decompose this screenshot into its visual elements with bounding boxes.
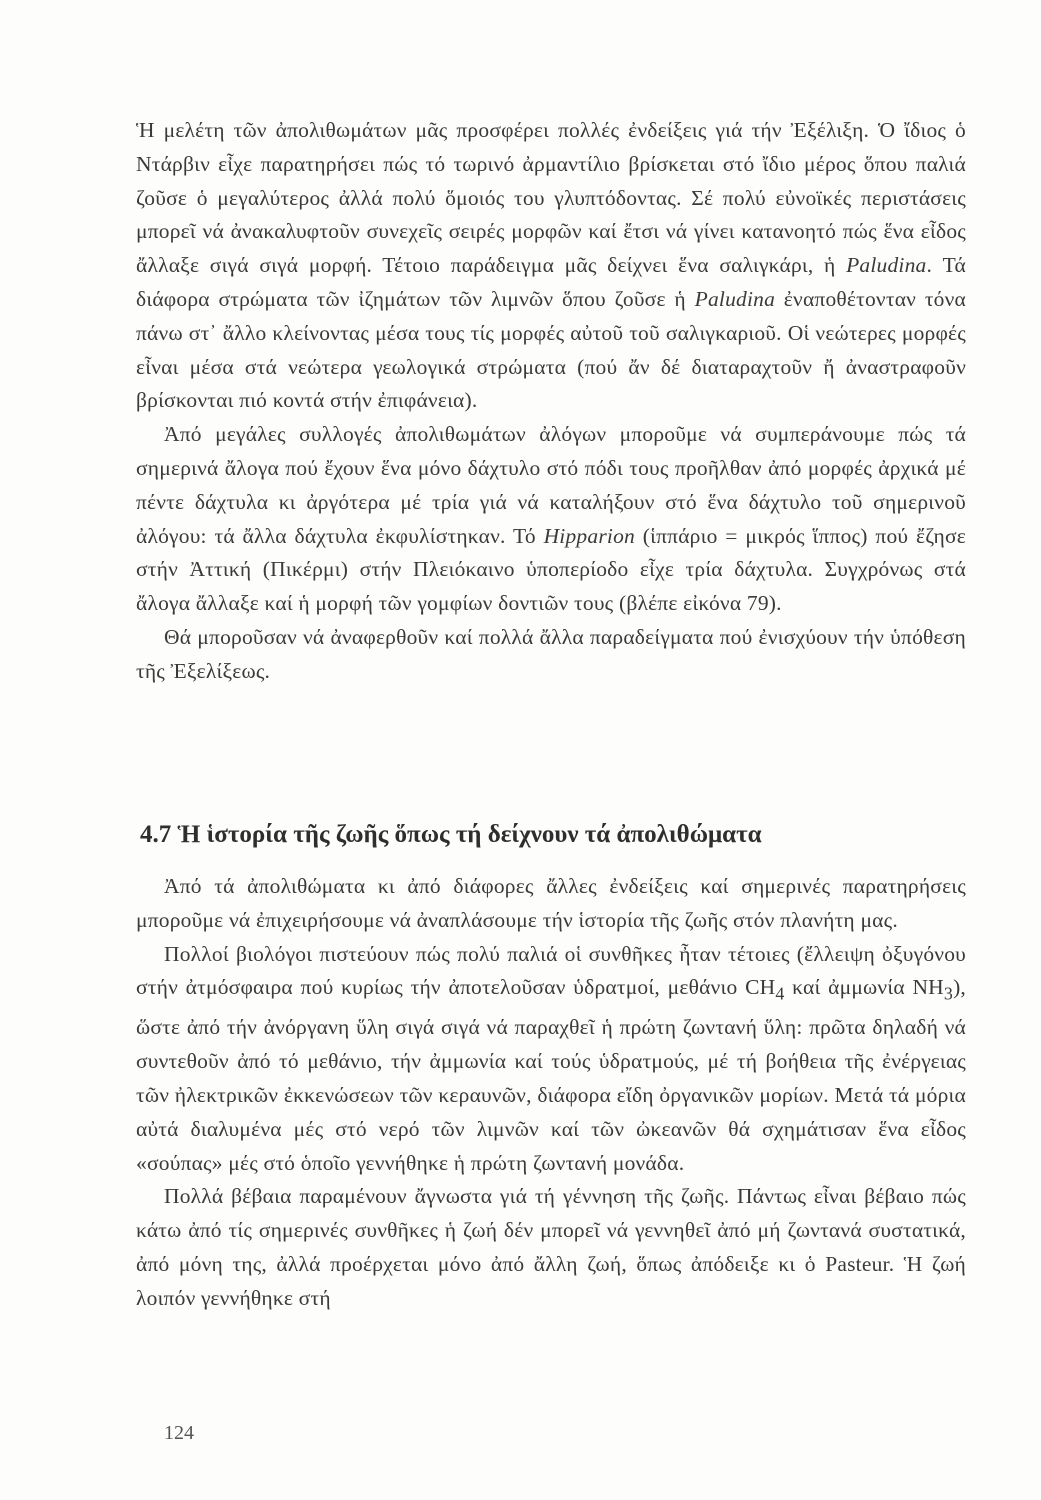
paragraph-history-intro: Ἀπό τά ἀπολιθώματα κι ἀπό διάφορες ἄλλες ἐνδείξεις καί σημερινές παρατηρήσεις μποροῦμε νά ἐπιχειρήσουμε νά ἀναπλάσουμε τήν ἱστορία τῆς ζωῆς στόν πλανήτη μας. bbox=[136, 874, 966, 932]
italic-term-hipparion: Hipparion bbox=[543, 523, 635, 548]
paragraph-unknowns: Πολλά βέβαια παραμένουν ἄγνωστα γιά τή γέννηση τῆς ζωῆς. Πάντως εἶναι βέβαιο πώς κάτω ἀπό τίς σημερινές συνθῆκες ἡ ζωή δέν μπορεῖ νά γεννηθεῖ ἀπό μή ζωντανά συστατικά, ἀπό μόνη της, ἀλλά προέρχεται μόνο ἀπό ἄλλη ζωή, ὅπως ἀπόδειξε κι ὁ Pasteur. Ἡ ζωή λοιπόν γεννήθηκε στή bbox=[136, 1184, 966, 1310]
italic-term-paludina: Paludina bbox=[694, 286, 776, 311]
italic-term-paludina: Paludina bbox=[846, 253, 927, 278]
section-heading: 4.7 Ἡ ἱστορία τῆς ζωῆς ὅπως τή δείχνουν τά ἀπολιθώματα bbox=[140, 821, 762, 848]
body-text-top bbox=[136, 114, 966, 689]
page-number: 124 bbox=[164, 1422, 194, 1444]
paragraph-horses: Ἀπό μεγάλες συλλογές ἀπολιθωμάτων ἀλόγων μποροῦμε νά συμπεράνουμε πώς τά σημερινά ἄλογα πού ἔχουν ἕνα μόνο δάχτυλο στό πόδι τους προῆλθαν ἀπό μορφές ἀρχικά μέ πέντε δάχτυλα κι ἀργότερα μέ τρία γιά νά καταλήξουν στό ἕνα δάχτυλο τοῦ σημερινοῦ ἀλόγου: τά ἄλλα δάχτυλα ἐκφυλίστηκαν. Τό Hipparion (ἱππάριο = μικρός ἵππος) πού ἔζησε στήν Ἀττική (Πικέρμι) στήν Πλειόκαινο ὑποπερίοδο εἶχε τρία δάχτυλα. Συγχρόνως στά ἄλογα ἄλλαξε καί ἡ μορφή τῶν γομφίων δοντιῶν τους (βλέπε εἰκόνα 79). bbox=[136, 422, 966, 616]
paragraph-origin-of-life: Πολλοί βιολόγοι πιστεύουν πώς πολύ παλιά οἱ συνθῆκες ἦταν τέτοιες (ἔλλειψη ὀξυγόνου στήν ἀτμόσφαιρα πού κυρίως τήν ἀποτελοῦσαν ὑδρατμοί, μεθάνιο $CH_4$ καί ἀμμωνία $NH_3$), ὥστε ἀπό τήν ἀνόργανη ὕλη σιγά σιγά νά παραχθεῖ ἡ πρώτη ζωντανή ὕλη: πρῶτα δηλαδή νά συντεθοῦν ἀπό τό μεθάνιο, τήν ἀμμωνία καί τούς ὑδρατμούς, μέ τή βοήθεια τῆς ἐνέργειας τῶν ἠλεκτρικῶν ἐκκενώσεων τῶν κεραυνῶν, διάφορα εἴδη ὀργανικῶν μορίων. Μετά τά μόρια αὐτά διαλυμένα μές στό νερό τῶν λιμνῶν καί τῶν ὠκεανῶν θά σχημάτισαν ἕνα εἶδος «σούπας» μές στό ὁποῖο γεννήθηκε ἡ πρώτη ζωντανή μονάδα. bbox=[136, 941, 966, 1175]
body-text-bottom bbox=[136, 870, 966, 1316]
paragraph-more-examples: Θά μποροῦσαν νά ἀναφερθοῦν καί πολλά ἄλλα παραδείγματα πού ἐνισχύουν τήν ὑπόθεση τῆς Ἐξελίξεως. bbox=[136, 624, 966, 683]
paragraph-fossils-evidence: Ἡ μελέτη τῶν ἀπολιθωμάτων μᾶς προσφέρει πολλές ἐνδείξεις γιά τήν Ἐξέλιξη. Ὁ ἴδιος ὁ Ντάρβιν εἶχε παρατηρήσει πώς τό τωρινό ἀρμαντίλιο βρίσκεται στό ἴδιο μέρος ὅπου παλιά ζοῦσε ὁ μεγαλύτερος ἀλλά πολύ ὅμοιός του γλυπτόδοντας. Σέ πολύ εὐνοϊκές περιστάσεις μπορεῖ νά ἀνακαλυφτοῦν συνεχεῖς σειρές μορφῶν καί ἔτσι νά γίνει κατανοητό πώς ἕνα εἶδος ἄλλαξε σιγά σιγά μορφή. Τέτοιο παράδειγμα μᾶς δείχνει ἕνα σαλιγκάρι, ἡ Paludina. Τά διάφορα στρώματα τῶν ἰζημάτων τῶν λιμνῶν ὅπου ζοῦσε ἡ Paludina ἐναποθέτονταν τόνα πάνω στ᾽ ἄλλο κλείνοντας μέσα τους τίς μορφές αὐτοῦ τοῦ σαλιγκαριοῦ. Οἱ νεώτερες μορφές εἶναι μέσα στά νεώτερα γεωλογικά στρώματα (πού ἄν δέ διαταραχτοῦν ἤ ἀναστραφοῦν βρίσκονται πιό κοντά στήν ἐπιφάνεια). bbox=[136, 118, 967, 413]
